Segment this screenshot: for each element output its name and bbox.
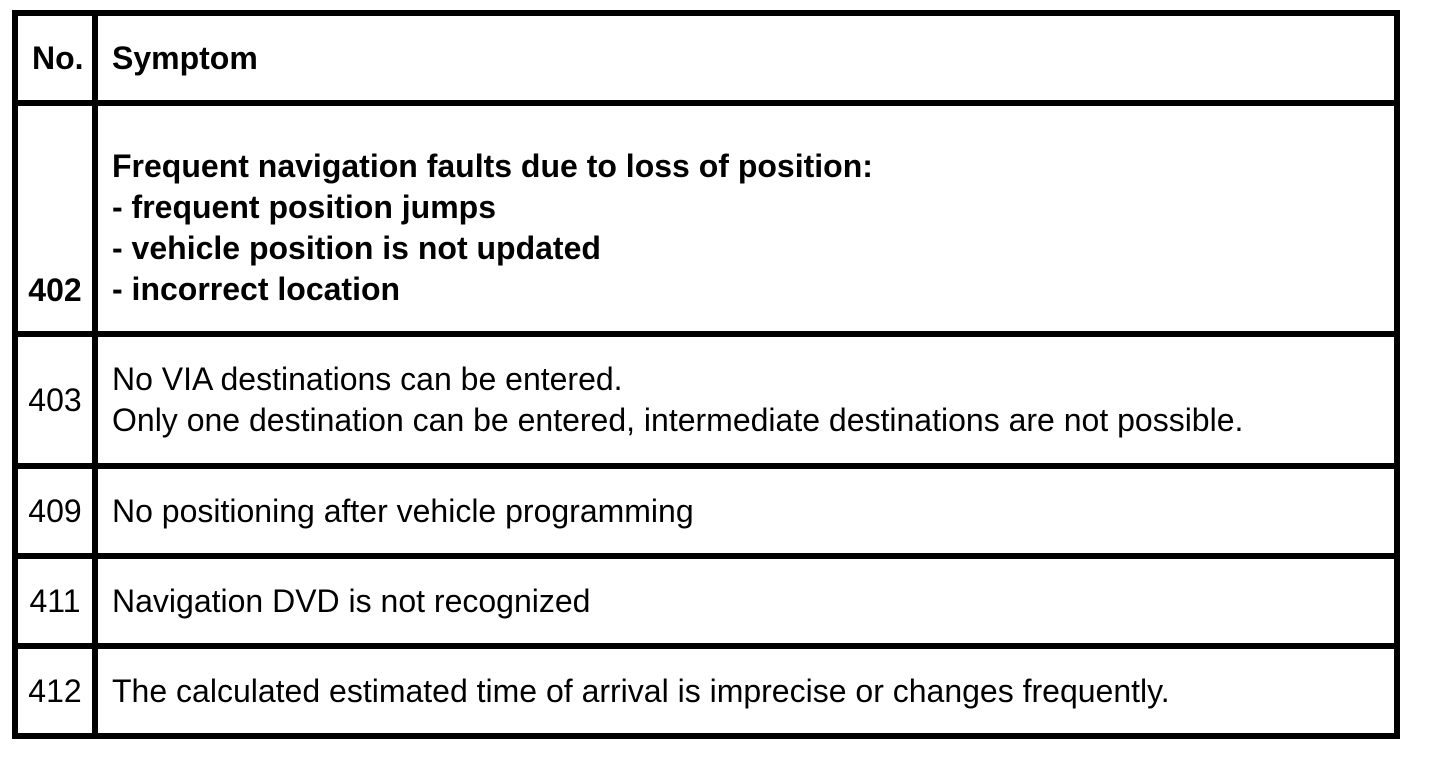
symptom-line: No positioning after vehicle programming xyxy=(112,492,694,529)
symptom-number: 411 xyxy=(15,556,95,646)
symptom-description xyxy=(95,556,1397,646)
symptom-description xyxy=(95,646,1397,736)
symptom-line: The calculated estimated time of arrival is imprecise or changes frequently. xyxy=(112,672,1170,709)
symptom-description xyxy=(95,334,1397,466)
table-row xyxy=(15,334,1397,466)
symptom-table xyxy=(12,10,1400,739)
symptom-line: No VIA destinations can be entered. xyxy=(112,361,623,397)
symptom-number: 402 xyxy=(15,103,95,334)
symptom-line: - incorrect location xyxy=(112,270,401,307)
symptom-line: Frequent navigation faults due to loss of position: xyxy=(112,147,873,184)
table-header-row xyxy=(15,13,1397,103)
table-row xyxy=(15,556,1397,646)
symptom-number: 409 xyxy=(15,466,95,556)
symptom-line: - frequent position jumps xyxy=(112,188,496,225)
column-header-symptom: Symptom xyxy=(95,13,1397,103)
table-row xyxy=(15,466,1397,556)
symptom-line: Navigation DVD is not recognized xyxy=(112,582,591,619)
symptom-number: 403 xyxy=(15,334,95,466)
symptom-number: 412 xyxy=(15,646,95,736)
symptom-line: - vehicle position is not updated xyxy=(112,229,601,266)
table-row xyxy=(15,103,1397,334)
symptom-description xyxy=(95,466,1397,556)
column-header-no: No. xyxy=(15,13,95,103)
symptom-line: Only one destination can be entered, intermediate destinations are not possible. xyxy=(112,402,1244,438)
table-row xyxy=(15,646,1397,736)
symptom-description xyxy=(95,103,1397,334)
